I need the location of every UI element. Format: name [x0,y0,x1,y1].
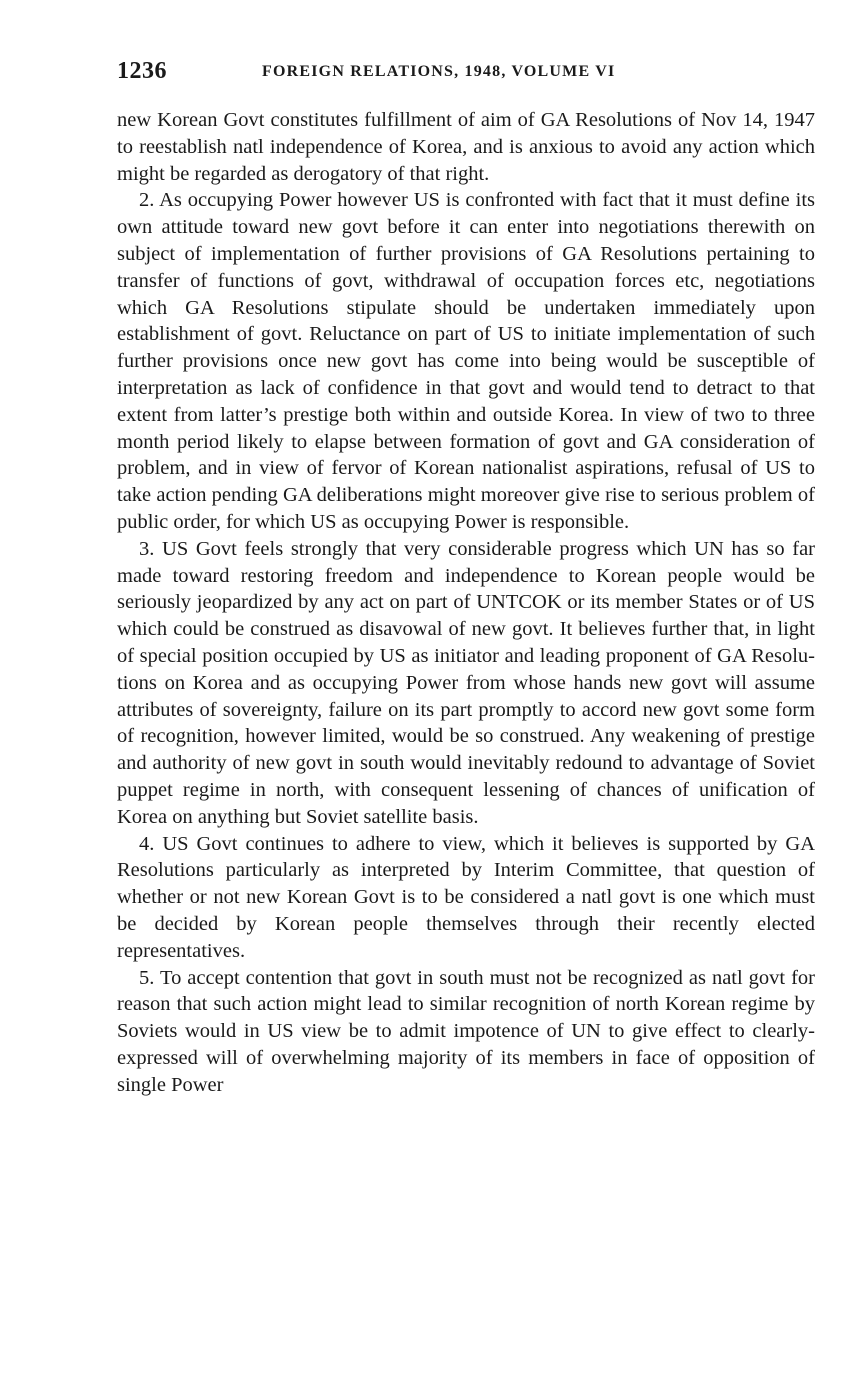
paragraph-2: 2. As occupying Power however US is confronted with fact that it must define its own attitude toward new govt before it can enter into negotiations therewith on subject of implementation of further provisions of GA Resolutions pertaining to transfer of functions of govt, withdrawal of occupation forces etc, negotiations which GA Resolutions stipulate should be undertaken immediately upon establishment of govt. Reluctance on part of US to initiate implementation of such further provisions once new govt has come into being would be susceptible of interpretation as lack of confidence in that govt and would tend to detract to that extent from latter’s prestige both within and outside Korea. In view of two to three month period likely to elapse between formation of govt and GA consideration of problem, and in view of fervor of Korean nationalist aspirations, refusal of US to take action pending GA deliberations might moreover give rise to serious problem of public order, for which US as occupying Power is responsible. [117,189,815,533]
page-number: 1236 [117,58,167,84]
running-title: FOREIGN RELATIONS, 1948, VOLUME VI [262,63,616,80]
paragraph-5: 5. To accept contention that govt in south must not be recognized as natl govt for reason that such action might lead to similar recognition of north Korean regime by Soviets would in US view be to admit impotence of UN to give effect to clearly-expressed will of overwhelming majority of its members in face of opposition of single Power [117,966,815,1096]
body-text [117,107,815,1098]
page-header [117,58,812,92]
paragraph-4: 4. US Govt continues to adhere to view, which it believes is supported by GA Resolutions particularly as interpreted by Interim Committee, that question of whether or not new Korean Govt is to be considered a natl govt is one which must be decided by Korean people themselves through their recently elected representatives. [117,832,815,962]
paragraph-continuation: new Korean Govt constitutes fulfillment of aim of GA Resolutions of Nov 14, 1947 to reestablish natl independence of Korea, and is anxious to avoid any action which might be regarded as derogatory of that right. [117,109,815,185]
paragraph-3: 3. US Govt feels strongly that very considerable progress which UN has so far made toward restoring freedom and independence to Korean people would be seriously jeopardized by any act on part of UNTCOK or its member States or of US which could be construed as disavowal of new govt. It believes further that, in light of special position occupied by US as initiator and leading proponent of GA Resolutions on Korea and as occupying Power from whose hands new govt will assume attributes of sovereignty, failure on its part promptly to accord new govt some form of recognition, however limited, would be so construed. Any weakening of prestige and authority of new govt in south would inevitably redound to advantage of Soviet puppet regime in north, with consequent lessening of chances of unification of Korea on anything but Soviet satellite basis. [117,537,815,828]
